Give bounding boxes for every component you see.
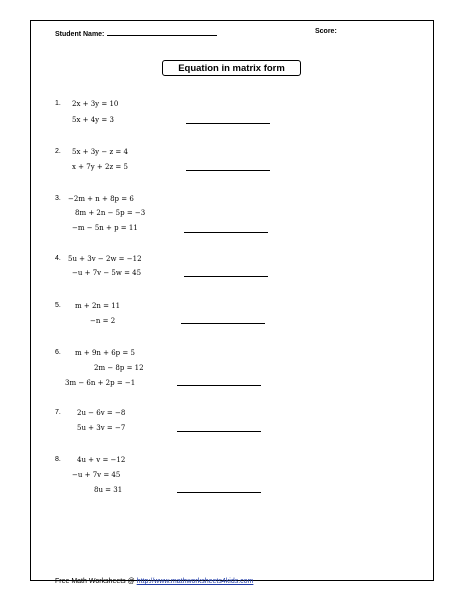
student-name-label: Student Name: <box>55 31 105 38</box>
footer-text: Free Math Worksheets @ <box>55 578 137 585</box>
equation-line: 8m + 2n − 5p = −3 <box>75 209 146 217</box>
problem-number: 7. <box>55 409 61 416</box>
equation-line: −n = 2 <box>90 317 116 325</box>
worksheet-title: Equation in matrix form <box>162 60 301 76</box>
student-name-field <box>55 28 217 38</box>
answer-blank[interactable] <box>181 323 265 324</box>
problem-number: 3. <box>55 195 61 202</box>
equation-line: 5u + 3v = −7 <box>77 424 126 432</box>
equation-line: −u + 7v = 45 <box>72 471 121 479</box>
problem-number: 5. <box>55 302 61 309</box>
problem-number: 1. <box>55 100 61 107</box>
problem-number: 6. <box>55 349 61 356</box>
equation-line: m + 9n + 6p = 5 <box>75 349 135 357</box>
equation-line: −u + 7v − 5w = 45 <box>72 269 142 277</box>
equation-line: 4u + v = −12 <box>77 456 126 464</box>
problem-number: 4. <box>55 255 61 262</box>
equation-line: 8u = 31 <box>94 486 123 494</box>
footer-link[interactable]: http://www.mathworksheets4kids.com <box>136 578 254 585</box>
answer-blank[interactable] <box>186 123 270 124</box>
answer-blank[interactable] <box>186 170 270 171</box>
answer-blank[interactable] <box>184 232 268 233</box>
equation-line: m + 2n = 11 <box>75 302 121 310</box>
student-name-blank[interactable] <box>107 28 217 36</box>
equation-line: 5x + 3y − z = 4 <box>72 148 128 156</box>
score-label: Score: <box>315 28 337 35</box>
equation-line: 3m − 6n + 2p = −1 <box>65 379 136 387</box>
equation-line: 2m − 8p = 12 <box>94 364 144 372</box>
answer-blank[interactable] <box>177 431 261 432</box>
answer-blank[interactable] <box>177 385 261 386</box>
equation-line: 5u + 3v − 2w = −12 <box>68 255 142 263</box>
footer <box>55 578 253 585</box>
equation-line: 2u − 6v = −8 <box>77 409 126 417</box>
answer-blank[interactable] <box>177 492 261 493</box>
problem-number: 2. <box>55 148 61 155</box>
equation-line: −m − 5n + p = 11 <box>72 224 138 232</box>
problem-number: 8. <box>55 456 61 463</box>
answer-blank[interactable] <box>184 276 268 277</box>
equation-line: 2x + 3y = 10 <box>72 100 119 108</box>
equation-line: x + 7y + 2z = 5 <box>72 163 128 171</box>
equation-line: 5x + 4y = 3 <box>72 116 114 124</box>
equation-line: −2m + n + 8p = 6 <box>68 195 134 203</box>
